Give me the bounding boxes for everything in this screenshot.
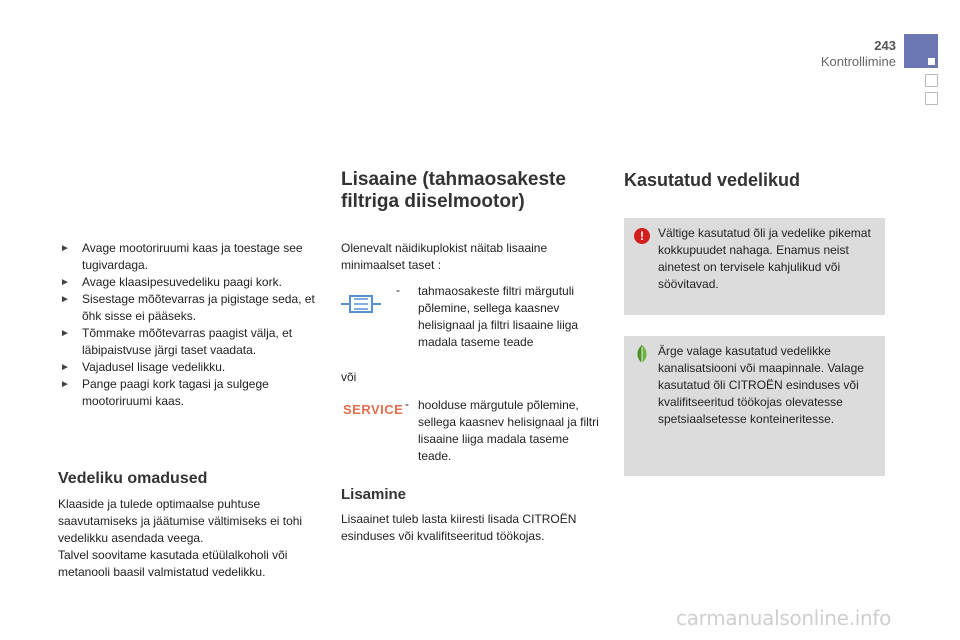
triangle-bullet-icon: ► — [60, 277, 70, 288]
steps-list — [60, 240, 316, 410]
refill-heading: Lisamine — [341, 486, 407, 503]
triangle-bullet-icon: ► — [60, 328, 70, 339]
leaf-icon — [634, 344, 650, 364]
dash-marker: - — [405, 397, 409, 411]
tab-box-icon — [925, 92, 938, 105]
triangle-bullet-icon: ► — [60, 243, 70, 254]
eco-box — [624, 336, 885, 476]
list-item: ► Sisestage mõõtevarras ja pigistage seda, et õhk sisse ei pääseks. — [60, 292, 315, 323]
tab-marker-icon — [928, 58, 935, 65]
or-text: või — [341, 370, 357, 384]
warning-icon: ! — [634, 228, 650, 244]
triangle-bullet-icon: ► — [60, 294, 70, 305]
refill-text: Lisaainet tuleb lasta kiiresti lisada CITROËN esinduses või kvalifitseeritud töökojas. — [341, 512, 577, 543]
triangle-bullet-icon: ► — [60, 379, 70, 390]
section-title: Kontrollimine — [820, 54, 896, 69]
dash-marker: - — [396, 283, 400, 297]
service-icon: SERVICE — [343, 402, 404, 417]
additive-heading: Lisaaine (tahmaosakeste filtriga diiselmootor) — [341, 169, 566, 212]
list-item: ► Avage klaasipesuvedeliku paagi kork. — [60, 275, 282, 289]
list-item: ► Tõmmake mõõtevarras paagist välja, et läbipaistvuse järgi taset vaadata. — [60, 326, 293, 357]
warning-text: Vältige kasutatud õli ja vedelike pikemat kokkupuudet nahaga. Enamus neist ainetest on tervisele kahjulikud või söövitavad. — [658, 226, 871, 291]
service-warning-text: hoolduse märgutule põlemine, sellega kaasnev helisignaal ja filtri lisaaine liiga madala taseme teade. — [418, 398, 599, 463]
tab-box-icon — [925, 74, 938, 87]
triangle-bullet-icon: ► — [60, 362, 70, 373]
list-item: ► Pange paagi kork tagasi ja sulgege mootoriruumi kaas. — [60, 377, 269, 408]
used-fluids-heading: Kasutatud vedelikud — [624, 170, 801, 190]
fluid-properties-text: Klaaside ja tulede optimaalse puhtuse saavutamiseks ja jäätumise vältimiseks ei tohi vedelikku asendada veega. Talvel soovitame kasutada etüülalkoholi või metanooli baasil valmistatud vedelikku. — [58, 497, 303, 579]
list-item: ► Avage mootoriruumi kaas ja toestage see tugivardaga. — [60, 241, 303, 272]
warning-box — [624, 218, 885, 315]
chapter-tab — [904, 34, 938, 68]
fluid-properties-heading: Vedeliku omadused — [58, 470, 208, 487]
additive-intro: Olenevalt näidikuplokist näitab lisaaine minimaalset taset : — [341, 241, 548, 272]
list-item: ► Vajadusel lisage vedelikku. — [60, 360, 226, 374]
particle-filter-icon — [341, 290, 381, 318]
page-number: 243 — [874, 38, 896, 53]
watermark: carmanualsonline.info — [676, 606, 892, 630]
eco-text: Ärge valage kasutatud vedelikke kanalisatsiooni või maapinnale. Valage kasutatud õli CITROËN esinduses või kvalifitseeritud töökojas olevatesse spetsiaalsetesse konteineritesse. — [658, 344, 864, 426]
filter-warning-text: tahmaosakeste filtri märgutuli põlemine, sellega kaasnev helisignaal ja filtri lisaaine liiga madala taseme teade — [418, 284, 579, 349]
